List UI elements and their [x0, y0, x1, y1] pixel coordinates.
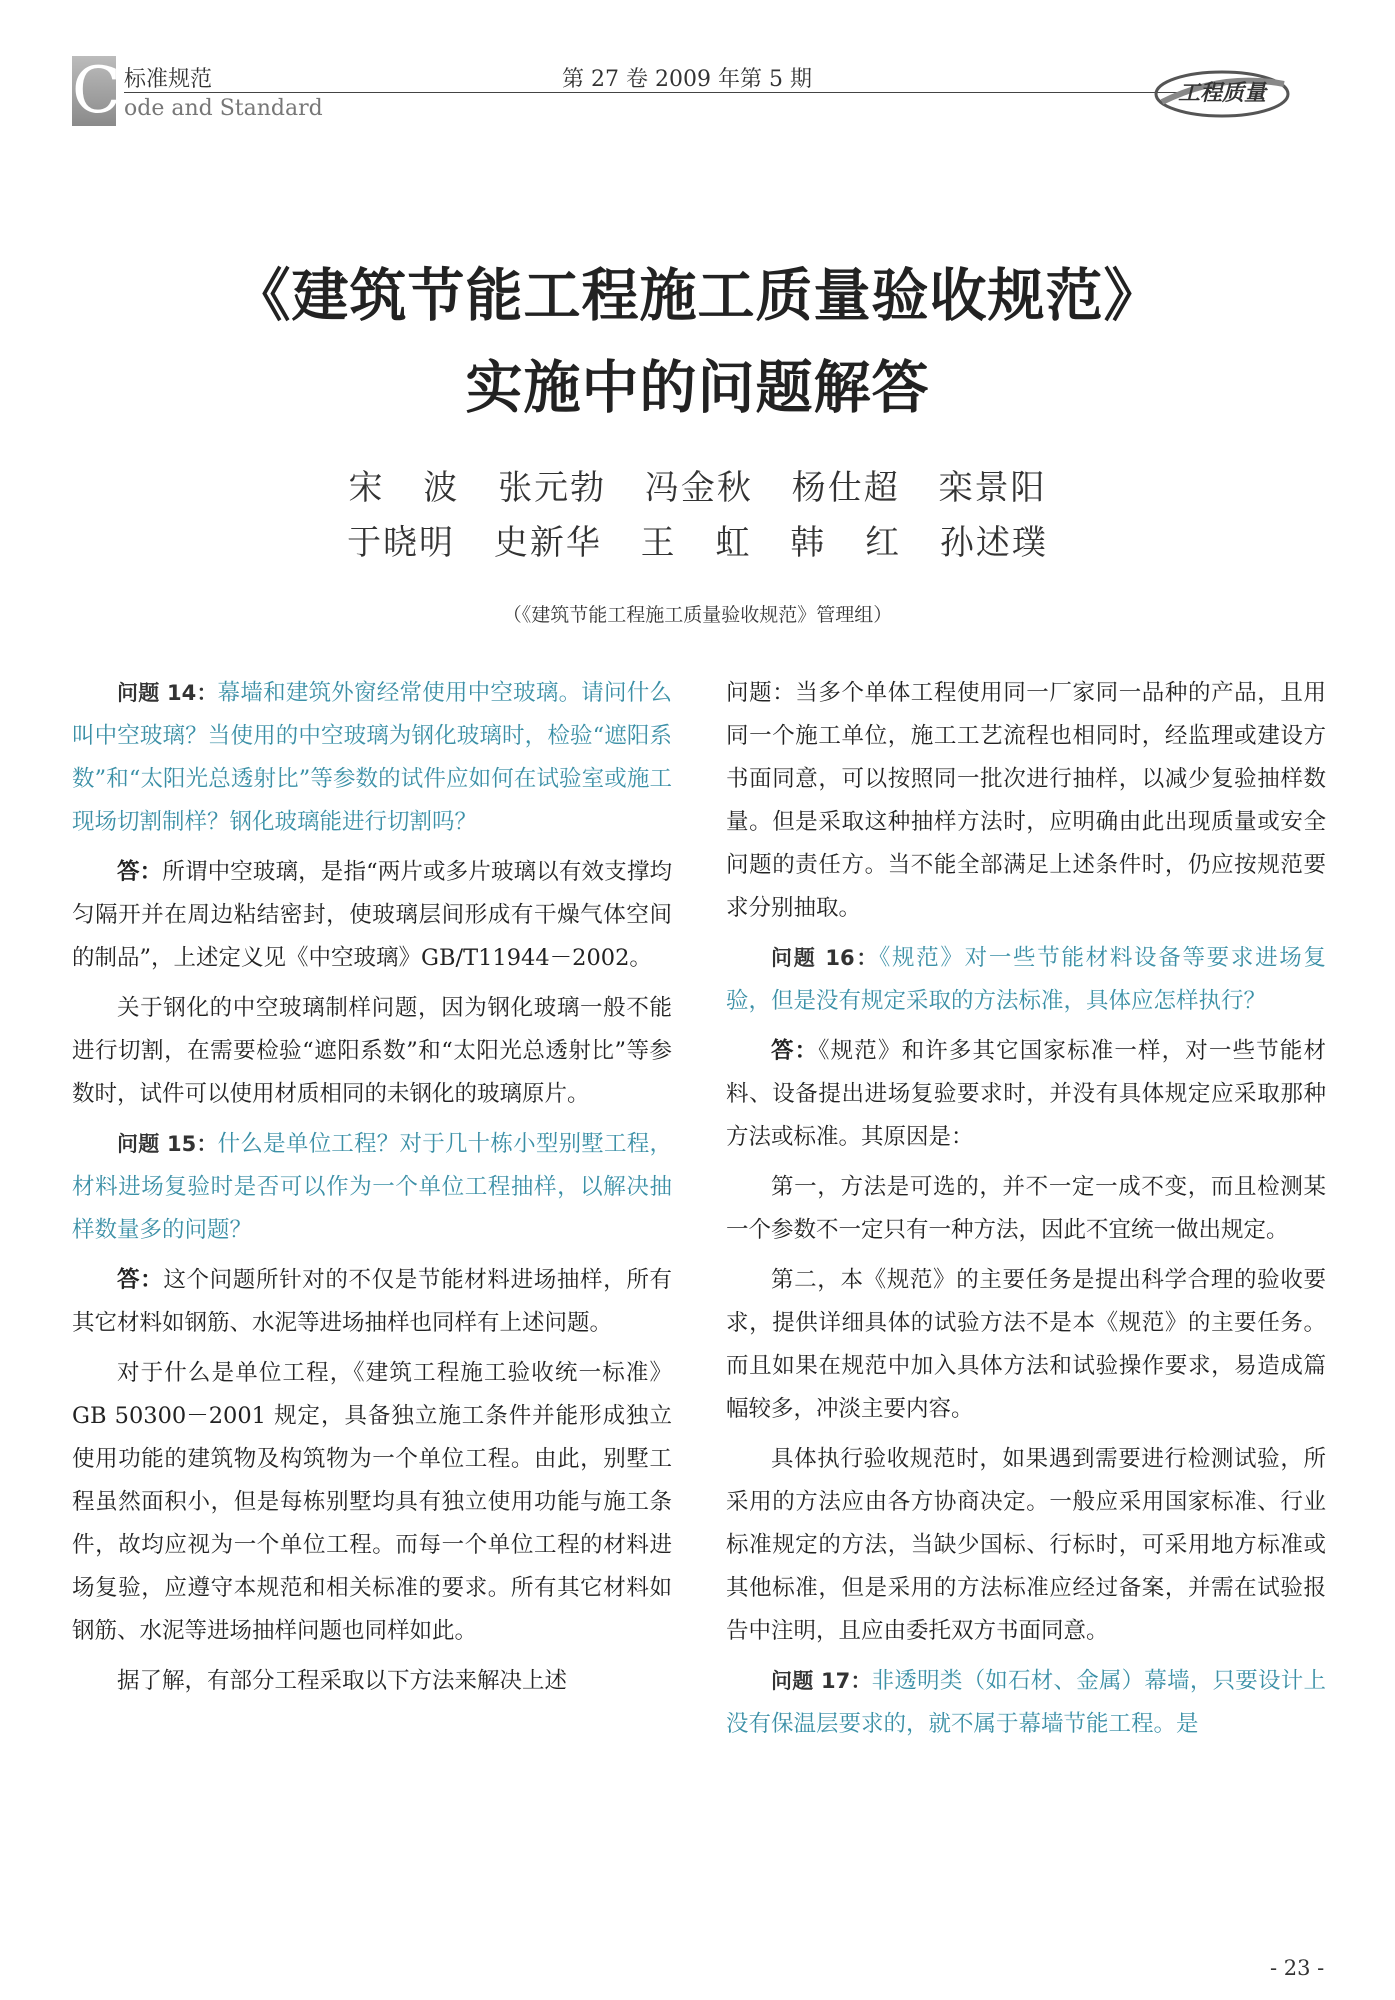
- question-text: 幕墙和建筑外窗经常使用中空玻璃。请问什么叫中空玻璃？当使用的中空玻璃为钢化玻璃时，检验“遮阳系数”和“太阳光总透射比”等参数的试件应如何在试验室或施工现场切割制样？钢化玻璃能进行切割吗？: [72, 680, 672, 835]
- question-14: [72, 672, 672, 844]
- answer-text: 所谓中空玻璃，是指“两片或多片玻璃以有效支撑均匀隔开并在周边粘结密封，使玻璃层间形成有干燥气体空间的制品”，上述定义见《中空玻璃》GB/T11944－2002。: [72, 859, 672, 971]
- authors-row-1: 宋 波 张元勃 冯金秋 杨仕超 栾景阳: [348, 468, 1047, 508]
- question-17: [726, 1660, 1326, 1746]
- affiliation: （《建筑节能工程施工质量验收规范》管理组）: [502, 604, 893, 626]
- answer-15-p1: [72, 1259, 672, 1345]
- answer-15-p3: 据了解，有部分工程采取以下方法来解决上述: [117, 1668, 568, 1694]
- question-text: 什么是单位工程？对于几十栋小型别墅工程，材料进场复验时是否可以作为一个单位工程抽样，以解决抽样数量多的问题？: [72, 1131, 672, 1243]
- answer-16-p2: 第一，方法是可选的，并不一定一成不变，而且检测某一个参数不一定只有一种方法，因此不宜统一做出规定。: [726, 1174, 1326, 1243]
- answer-15-continued: 问题：当多个单体工程使用同一厂家同一品种的产品，且用同一个施工单位，施工工艺流程也相同时，经监理或建设方书面同意，可以按照同一批次进行抽样，以减少复验抽样数量。但是采取这种抽样方法时，应明确由此出现质量或安全问题的责任方。当不能全部满足上述条件时，仍应按规范要求分别抽取。: [726, 680, 1326, 921]
- answer-14-p2: 关于钢化的中空玻璃制样问题，因为钢化玻璃一般不能进行切割，在需要检验“遮阳系数”和“太阳光总透射比”等参数时，试件可以使用材质相同的未钢化的玻璃原片。: [72, 995, 672, 1107]
- journal-logo: [1152, 62, 1292, 122]
- answer-text: 这个问题所针对的不仅是节能材料进场抽样，所有其它材料如钢筋、水泥等进场抽样也同样有上述问题。: [72, 1267, 672, 1336]
- header-category: 标准规范: [124, 67, 213, 92]
- answer-16-p1: [726, 1030, 1326, 1159]
- journal-logo-text: 工程质量: [1177, 81, 1267, 106]
- header-issue: 第 27 卷 2009 年第 5 期: [562, 67, 812, 92]
- question-15: [72, 1123, 672, 1252]
- answer-label: 答：: [117, 1267, 164, 1293]
- answer-label: 答：: [771, 1038, 819, 1064]
- question-16: [726, 937, 1326, 1023]
- page-header: [72, 56, 1322, 146]
- right-column: [726, 672, 1326, 1753]
- question-text: 《规范》对一些节能材料设备等要求进场复验，但是没有规定采取的方法标准，具体应怎样执行？: [726, 945, 1326, 1014]
- answer-16-p4: 具体执行验收规范时，如果遇到需要进行检测试验，所采用的方法应由各方协商决定。一般应采用国家标准、行业标准规定的方法，当缺少国标、行标时，可采用地方标准或其他标准，但是采用的方法标准应经过备案，并需在试验报告中注明，且应由委托双方书面同意。: [726, 1446, 1326, 1644]
- answer-14-p1: [72, 851, 672, 980]
- answer-16-p3: 第二，本《规范》的主要任务是提出科学合理的验收要求，提供详细具体的试验方法不是本《规范》的主要任务。而且如果在规范中加入具体方法和试验操作要求，易造成篇幅较多，冲淡主要内容。: [726, 1267, 1326, 1422]
- question-label: 问题 16：: [771, 946, 880, 970]
- question-label: 问题 15：: [117, 1132, 218, 1156]
- authors-row-2: 于晓明 史新华 王 虹 韩 红 孙述璞: [347, 523, 1048, 563]
- article-title-line1: 《建筑节能工程施工质量验收规范》: [233, 263, 1162, 329]
- answer-15-p2: 对于什么是单位工程，《建筑工程施工验收统一标准》GB 50300－2001 规定，具备独立施工条件并能形成独立使用功能的建筑物及构筑物为一个单位工程。由此，别墅工程虽然面积小，但是每栋别墅均具有独立使用功能与施工条件，故均应视为一个单位工程。而每一个单位工程的材料进场复验，应遵守本规范和相关标准的要求。所有其它材料如钢筋、水泥等进场抽样问题也同样如此。: [72, 1360, 672, 1644]
- header-initial: C: [72, 54, 121, 128]
- question-label: 问题 17：: [771, 1669, 872, 1693]
- answer-label: 答：: [117, 859, 163, 885]
- page-number: - 23 -: [1270, 1956, 1325, 1980]
- left-column: [72, 672, 672, 1710]
- header-category-en: ode and Standard: [124, 96, 323, 121]
- question-text: 非透明类（如石材、金属）幕墙，只要设计上没有保温层要求的，就不属于幕墙节能工程。是: [726, 1668, 1326, 1737]
- answer-text: 《规范》和许多其它国家标准一样，对一些节能材料、设备提出进场复验要求时，并没有具体规定应采取那种方法或标准。其原因是：: [726, 1038, 1326, 1150]
- question-label: 问题 14：: [117, 681, 218, 705]
- article-title-line2: 实施中的问题解答: [465, 355, 930, 421]
